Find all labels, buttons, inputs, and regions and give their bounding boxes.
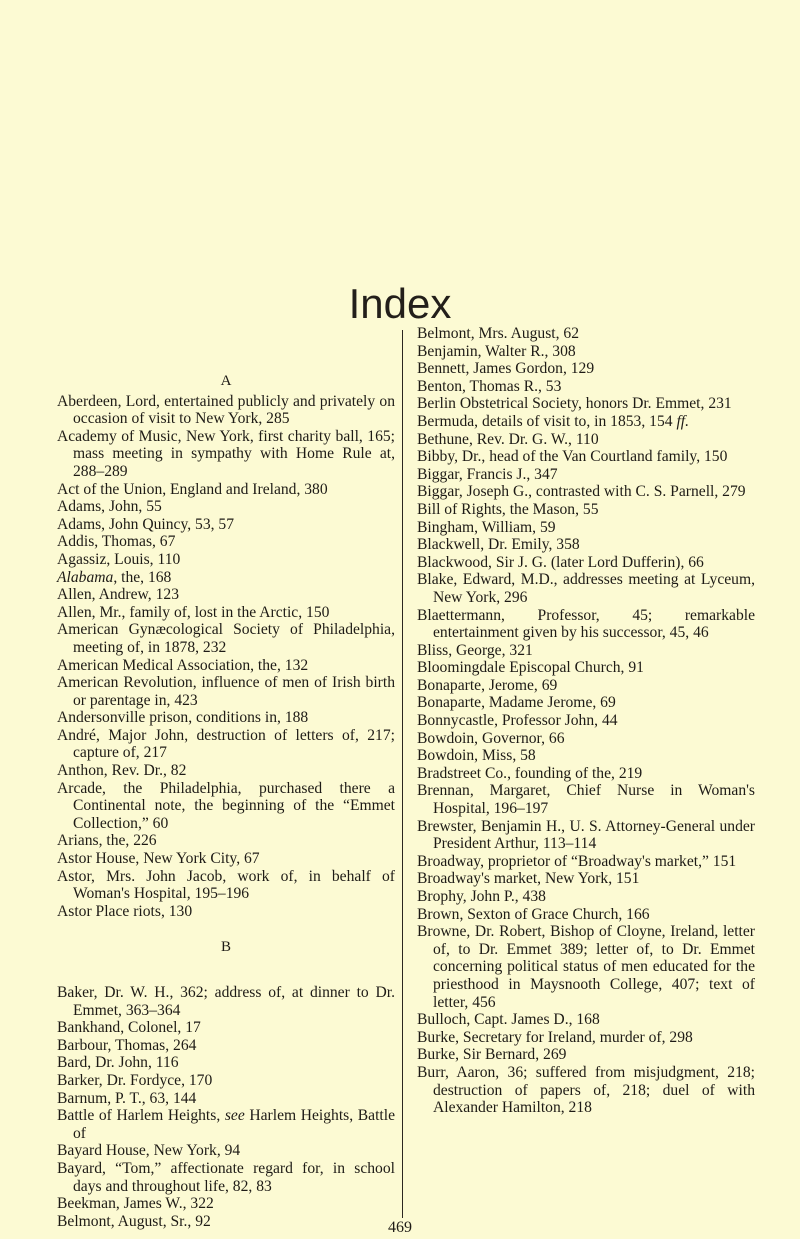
index-entry [417,1064,755,1117]
index-entry [417,554,755,572]
index-entry [417,483,755,501]
index-entry [417,642,755,660]
index-entry [417,1011,755,1029]
index-entry [417,694,755,712]
entry-text: Blake, Edward, M.D., addresses meeting at Lyceum, New York, 296 [417,571,755,606]
entry-text: Astor House, New York City, 67 [57,850,260,868]
index-entry [417,659,755,677]
entry-text: Andersonville prison, conditions in, 188 [57,709,309,727]
index-entry [417,571,755,606]
entry-text: Brown, Sexton of Grace Church, 166 [417,905,650,923]
entry-text: Brewster, Benjamin H., U. S. Attorney-General under President Arthur, 113–114 [417,817,755,853]
index-entry [57,1019,395,1037]
entry-text: Barker, Dr. Fordyce, 170 [57,1071,213,1089]
entry-text: Arians, the, 226 [57,832,157,850]
index-entry [417,395,755,413]
entry-text: Academy of Music, New York, first charity ball, 165; mass meeting in sympathy with Home Rule at, 288–289 [57,427,395,480]
entry-text: Biggar, Francis J., 347 [417,465,558,483]
entry-text: Blackwood, Sir J. G. (later Lord Dufferin), 66 [417,553,704,571]
entry-text: Browne, Dr. Robert, Bishop of Cloyne, Ireland, letter of, to Dr. Emmet 389; letter of, to Dr. Emmet concerning political status of men educated for the priesthood in Maysnooth College, 407; text of letter, 456 [417,923,755,1011]
entry-text: Astor, Mrs. John Jacob, work of, in behalf of Woman's Hospital, 195–196 [57,867,395,903]
entry-text: Brophy, John P., 438 [417,888,546,905]
index-entry [417,1046,755,1064]
entry-text: Bowdoin, Governor, 66 [417,729,565,747]
entry-text: Barnum, P. T., 63, 144 [57,1089,197,1107]
index-entry [57,762,395,780]
entry-text: Bermuda, details of visit to, in 1853, 154 [417,412,677,430]
entry-text: Harlem Heights, Battle of [73,1107,395,1142]
entry-text: Allen, Andrew, 123 [57,586,179,604]
index-entry [57,551,395,569]
page-number: 469 [388,1219,412,1236]
index-column-right [417,325,755,1117]
entry-text: Blackwell, Dr. Emily, 358 [417,536,580,554]
entry-text: Belmont, August, Sr., 92 [57,1212,211,1230]
index-entry [57,832,395,850]
entry-text: American Gynæcological Society of Philadelphia, meeting of, in 1878, 232 [57,621,395,656]
entry-text: Battle of Harlem Heights, [57,1107,225,1125]
index-entry [417,343,755,361]
index-entry [417,448,755,466]
entry-text: Bethune, Rev. Dr. G. W., 110 [417,430,599,448]
index-entry [57,481,395,499]
entry-text: Barbour, Thomas, 264 [57,1036,197,1054]
entry-text: Bowdoin, Miss, 58 [417,747,536,765]
entry-text: ff. [676,412,690,430]
index-column-left [57,373,395,1230]
entry-text: Burke, Secretary for Ireland, murder of, 298 [417,1028,693,1046]
page-title: Index [348,280,452,327]
section-letter-heading: B [220,939,231,956]
entry-text: Benton, Thomas R., 53 [417,377,562,395]
index-entry [57,780,395,833]
entry-text: Bradstreet Co., founding of the, 219 [417,764,643,782]
section-letter-heading: A [220,373,232,389]
entry-text: Bard, Dr. John, 116 [57,1054,179,1072]
index-entry [57,709,395,727]
entry-text: Astor Place riots, 130 [57,902,193,920]
index-entry [57,586,395,604]
index-entry [417,747,755,765]
entry-text: Berlin Obstetrical Society, honors Dr. Emmet, 231 [417,395,732,413]
index-entry [57,1090,395,1108]
entry-text: Alabama [57,568,114,586]
index-entry [417,431,755,449]
entry-text: Agassiz, Louis, 110 [57,550,181,568]
index-entry [57,850,395,868]
entry-text: Bloomingdale Episcopal Church, 91 [417,659,644,677]
entry-text: Brennan, Margaret, Chief Nurse in Woman's Hospital, 196–197 [417,782,755,818]
column-divider [402,330,403,1218]
entry-text: American Medical Association, the, 132 [57,656,309,674]
entry-text: Addis, Thomas, 67 [57,533,176,551]
entry-text: Biggar, Joseph G., contrasted with C. S. Parnell, 279 [417,483,746,501]
index-entry [417,906,755,924]
entry-text: Allen, Mr., family of, lost in the Arctic, 150 [57,603,330,621]
entry-text: Act of the Union, England and Ireland, 380 [57,480,328,498]
index-entry [57,868,395,903]
index-entry [57,903,395,921]
index-entry [57,674,395,709]
index-entry [417,888,755,906]
index-entry [417,853,755,871]
entry-text: Blaettermann, Professor, 45; remarkable entertainment given by his successor, 45, 46 [417,606,755,642]
index-entry [417,712,755,730]
entry-text: see [224,1107,245,1125]
index-entry [57,569,395,587]
index-entry [417,378,755,396]
entry-text: Bibby, Dr., head of the Van Courtland family, 150 [417,448,728,466]
index-entry [417,730,755,748]
entry-text: Broadway, proprietor of “Broadway's market,” 151 [417,852,737,870]
index-entry [57,657,395,675]
entry-text: Bayard, “Tom,” affectionate regard for, in school days and throughout life, 82, 83 [57,1159,395,1195]
entry-text: Bliss, George, 321 [417,641,533,659]
index-entry [57,1160,395,1195]
index-entry [57,1107,395,1142]
index-entry [417,413,755,431]
index-entry [417,765,755,783]
index-entry [417,501,755,519]
index-entry [57,1195,395,1213]
index-entry [57,727,395,762]
entry-text: Adams, John, 55 [57,498,162,516]
entry-text: Bill of Rights, the Mason, 55 [417,500,599,518]
entry-text: Arcade, the Philadelphia, purchased there a Continental note, the beginning of the “Emmet Collection,” 60 [57,779,395,832]
entry-text: Beekman, James W., 322 [57,1195,214,1213]
entry-text: Bingham, William, 59 [417,518,556,536]
index-entry [417,923,755,1011]
entry-text: Bankhand, Colonel, 17 [57,1019,201,1037]
entry-text: Bonaparte, Jerome, 69 [417,676,558,694]
entry-text: Belmont, Mrs. August, 62 [417,325,580,342]
entry-text: Anthon, Rev. Dr., 82 [57,762,187,780]
index-entry [417,360,755,378]
entry-text: , the, 168 [113,568,172,586]
index-entry [57,428,395,481]
index-entry [417,818,755,853]
index-entry [57,1037,395,1055]
index-entry [417,536,755,554]
index-entry [57,516,395,534]
entry-text: Broadway's market, New York, 151 [417,870,640,888]
entry-text: Bonaparte, Madame Jerome, 69 [417,694,616,712]
index-entry [57,498,395,516]
entry-text: Bayard House, New York, 94 [57,1142,241,1160]
entry-text: Adams, John Quincy, 53, 57 [57,515,235,533]
index-entry [417,782,755,817]
index-entry [57,393,395,428]
entry-text: Bennett, James Gordon, 129 [417,360,595,378]
index-entry [57,1142,395,1160]
index-entry [417,677,755,695]
index-entry [417,870,755,888]
entry-text: Aberdeen, Lord, entertained publicly and privately on occasion of visit to New York, 285 [57,392,395,428]
index-entry [417,519,755,537]
index-entry [417,1029,755,1047]
index-entry [417,607,755,642]
index-entry [57,533,395,551]
index-entry [57,1072,395,1090]
entry-text: Bulloch, Capt. James D., 168 [417,1011,600,1029]
index-entry [57,984,395,1019]
entry-text: Baker, Dr. W. H., 362; address of, at dinner to Dr. Emmet, 363–364 [57,984,395,1019]
index-entry [57,604,395,622]
entry-text: André, Major John, destruction of letters of, 217; capture of, 217 [57,726,395,762]
entry-text: Bonnycastle, Professor John, 44 [417,712,618,730]
index-entry [57,621,395,656]
index-entry [417,466,755,484]
entry-text: Burke, Sir Bernard, 269 [417,1046,567,1064]
entry-text: Benjamin, Walter R., 308 [417,342,576,360]
index-entry [417,325,755,343]
entry-text: American Revolution, influence of men of Irish birth or parentage in, 423 [57,674,395,709]
index-entry [57,1054,395,1072]
entry-text: Burr, Aaron, 36; suffered from misjudgment, 218; destruction of papers of, 218; duel of with Alexander Hamilton, 218 [417,1063,755,1117]
